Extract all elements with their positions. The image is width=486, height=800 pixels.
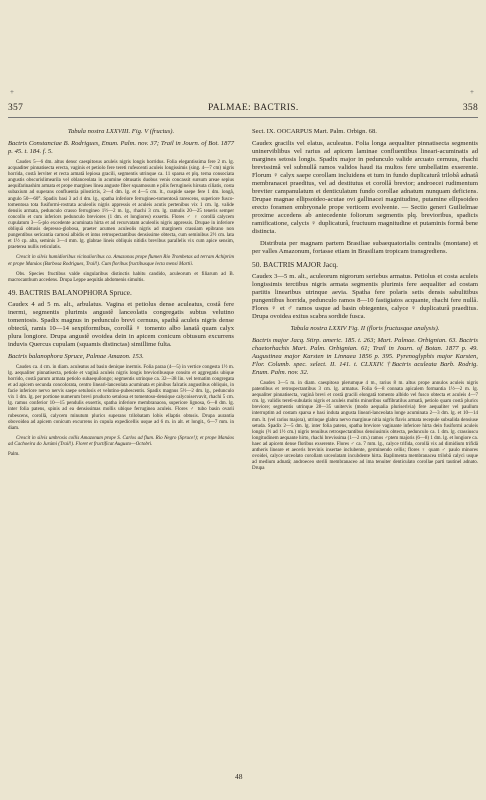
page-header: [8, 103, 478, 117]
left-column: [8, 128, 234, 462]
species-description: Caudex 5—6 dm. altus densc caespitosus aculeis nigris longis horridus. Folia elegantissima fere 2 m. lg. acquaditer pinnatisecta erecta, vaginis et petiolo fere tereti rufescenti aculeis longissimis (sing. 4—7 cm) nigris horrida, costâ lerviter et recta armatâ lepiosa gracili, segmentis utrinque ca. 11 sparsa et plq. terna consociata angustis obscurislimearila vel oblanceolata in acumine obtusatis duobus venis concassit sursum areae sepius aequifarinashim armata et prope margines linea anguste fiber squamosum e pilis ferrugineis hirsuta ciliatis, costa subaxium ad superans confluentia pilostictis, 2—4 dm. lg. et 4—5 cm. lt., cuspide saepe fere 1 dm. longâ, angulo 50—60°. Spadix basi 3 ad 4 dm. lg., spatha inferiore ferrugineo-tomentosâ rarescens, superiore fusco-tomentosa tota fusiformi-rostrata aculeolis nigris appressis et aculeis acutis pertenibus vix 1 cm. lg. valide densiis armata, pedunculo crasso ferrugineo 1½—2 m. lg., rhachi 3 cm. lg. ramulis 20—25 teneris semper concollo et cum inferiors pedunculo breviores (1 dm. et longiores) exsertis. Flores ♂ ♀ corollâ calycem cupulatum 3—5-plo excedente acuminata hirta et ad recurvatam aculeolis nigris appressis. Drupae in inferiore obliquâ obtusis depresso-globosa, praeter acumen aculeolis nigris ad marginem crassiam epibrano non pungentibus sericantia carnosi albidis et intus retrospectantibus densissime obtecta, cum seminibus 2½ cm. lata et 1½ cp. alta, seminis 3—4 mm. lg. glabrae lineis obliquis nitidis brevibus parallelis vix cum apice sensim, praeterea nullis reticulatis.: [8, 160, 234, 251]
synonym-list: Bactris major Jacq. Stirp. americ. 185. t. 263; Mart. Palmae. Orbignian. 63. Bactris chaetorhachis Mart. Palm. Orbignian. 61; Trail in Journ. of Botan. 1877 p. 49. Augustinea major Karsten in Linnaea 1856 p. 395. Pyrenoglyphis major Karsten, Flor. Columb. spec. select. II. 141. t. CLXXIV. †Bactris aculeata Barb. Rodrig. Enum. Palm. nov. 32.: [252, 337, 478, 376]
species-heading: Bactris Constanciae B. Rodrigues, Enum. Palm. nov. 37; Trail in Journ. of Bot. 1877 p. 45. t. 184. f. 5.: [8, 140, 234, 155]
right-column: [252, 128, 478, 476]
crop-mark: +: [470, 88, 474, 96]
running-title: PALMAE: BACTRIS.: [208, 103, 299, 113]
species-49-note: Palm.: [8, 452, 20, 457]
observation-note: Obs. Species fructibus valde singularibus distinctis habitu candido, aculeorum et filiarum ad B. macrocanthum accedens. Drupa Leppe aequitâs abdomenis simultis.: [8, 271, 234, 283]
species-49-habitat: Crescit in silvis umbrosis collis Amazonum prope S. Carlos ad flum. Rio Negro (Spruce!); et prope Manáos ad Cachoeira do Jurúmi (Trail!). Floret et fructificat Augusto—Octobri.: [8, 435, 234, 447]
crop-mark: +: [10, 88, 14, 96]
left-page-number: 357: [8, 103, 24, 113]
header-rule: [8, 117, 478, 118]
folio-number: 48: [235, 772, 243, 781]
habitat-note: Crescit in silvis humidioribus vicinalioribus ca. Amazonas prope flumen Rio Trombetas ad terram Achiprim et prope Manáos (Barbosa Rodrigues, Trail!). Cum floribus fructibusque lecta mensi Martii.: [8, 255, 234, 267]
species-49-heading: 49. BACTRIS BALANOPHORA Spruce.: [8, 287, 132, 297]
species-49-text: Caudex 4 ad 5 m. alt., arbulatus. Vagina et petiolus dense aculeatus, costâ fere inermi, segmentis plurimis angustê lanceolatis congregatis subtus velutino tomentosis. Spadix magnus in pedunculo brevi cernuus, spathâ aculeis nigris dense obtectâ, ramis 10—14 sexpiformibus, corollâ ♀ tomento albo lanatâ quam calyx plura longiore. Drupa angustê ovoidea dein in apicem conicum obtusum excurrens induvis Quercus cupulam (squamis distinctas) simillime fulta.: [8, 300, 234, 348]
section-description: Caudex gracilis vel elatus, aculeatus. Folia longa aequaliter pinnatisecta segmentis uninerviblibus vel rarius ad apicem laminae confluentibus lineari-acuminatis ad margines setosis longis. Spadix major in pedunculo valide arcuato cernuus, rhachi brevissimâ vel subnullâ ramos validos haud ita multos fere umbellatim exserente. Florum ♀ calyx saepe corollam incluidens et tum in fundo duplicaturâ trilobâ adnatâ membranacei praeditus, vel ad destitutus et corollâ brevior; androecei rudimentum breviter campanulatum et denticulatum fundo corollae adnatum nunquam deficiens. Drupae magnae ellipsoideo-acutae ovi gallinacei magnitudine, putamine ellipsoideo erecto foramen embryonale prope verticem evolvente. — Sectio generi Guilielmae proxime accedens ab antecedente foliorum segmentis plq. brevioribus, spadicis ramificatione, calycis ♀ duplicaturâ, fructuum magnitudine et putaminis formâ bene distincta.: [252, 140, 478, 235]
species-50-heading: 50. BACTRIS MAJOR Jacq.: [252, 260, 339, 269]
table-reference-2: Tabula nostra LXXIV Fig. II (floris fructusque analysis).: [290, 325, 440, 332]
species-50-text: Caudex 3—5 m. alt., aculeorum nigrorum seriebus armatus. Petiolus et costa aculeis longissimis terctibus nigris armata segmentis plurimis fere aequaliter ad costam partitis linearibus utrinque aevia. Spatha fere polaris setis densis sabulitibus pungentibus horrida, pedunculo ramos 8—10 fastigiatos acquante, rhachi fere nullâ. Flores ♀ et ♂ ramos usque ad basin obtegentes, calyce ♀ duplicaturâ praeditus. Drupa ovoidea exitus scabra sordide fusca.: [252, 273, 478, 320]
species-50-description: Caudex 3—5 m. in diam. caespitoso plerumque 4 m., rarius 8 m. altus prope annulos aculeis nigris patentibus et retrospectantibus 3 cm. lg. armatus. Folia 6—8 connata apicalem formantia 1½—2 m. lg. aequaliter pinnatisecta, vaginâ brevi et costâ gracili elongatâ tomento albido vel fusco obtecta et aculeis 4—7 cm. lg. validis tereti-subulatis nigris et aculeis multis minoribus suffibratilus armatâ, petiolo quam costâ plurics breviore; segmentis utrinque 28—35 unitervis (modo aequalia pluriserivia) fere aequaliter vel paullum interruptim ad costam sparsa e basi induta angusta lineari-lanceolata longe acuminata 2—3 dm. lg. et 10—14 mm. lt. (vel rarius majora), utrinque glabra nervo marginue nitia nigris flavis armata recepule subsalida densiuse setuda. Spadix 2—5 dm. lg. inter folia patens, spatha breviore vaginante inferiore hirta dein fusiformi aculeis longis (½ ad 1½ cm.) nigris tenuibus retrospectantibus densiusimis obtecta, pedunculo ca. 1 dm. lg. crassiuscu longitudinem aequante hirto, rhachi brevissima (1—2 cm.) ramos ♂ptem majoris (6—8) 1 dm. lg. et longiore ca. haec ad apicem dense floribus exserente. Flores ♂ ca. 7 mm. lg., calyce trifida, corollâ vix ad dimidium trifidâ antheris lineare et aeceris brevinis insertae inclubente, germinendo cellis; flores ♀ quam ♂ paulo minores ovoidei, calyce urceolato corollam urceolatam incubdente hirta. Baplimenta membranacea trilobâ calyci usque ad medium adnatâ; androeceo sterili membranaceo ad ima tenuiter denticulato corollae parti tautinel adnato. Drupa: [252, 381, 478, 472]
species-49-description: Caudex ca. 4 cm. in diam. aculeatus ad basin denique inermis. Folia paraa (4—5) in vertice congesta 1½ m. lg. aequaliter pinnatisecta, petiole et vaginâ aculeis nigris longis brevioribusque consito et aggregatis ubique horrido, costâ parum armata petiolo subaequilongo; segmentis utrinque ca. 32—38 lin. vel ternatim congregata et ad apicem secunda concolorata, centro lineari-lanceolata acuminata et pinibus falcatis angustibus obliquis, in facie inferiore nervo nervis saepe setulosis et velutino-pubescentis. Spadix magnus 5½—2 dm. lg., pedunculo vix 1 dm. lg. per portione numerum brevi pruducto setulosa et tomentoso-densique calycoiservavit, rhachi 5 cm. lg. ramus conferior 10—15 pendulis exsertis, spatha inferiore membranacea, superiore lignosa, 6—8 dm. lg. inter folia patens, spinis ad ea densissimas mollis ubique ferruginea aculeis. Flores ♂ tubo basin ovarii rubescens, corollâ, calycem minutum plurics superans trilobatam lobis ellaptis obtusis. Drupa aurantia obovoidea ad apicem conicum excurrens in cupula expedicellis usque ad 6 m. in alt. et longit., 6—7 mm. in diam.: [8, 364, 234, 431]
section-heading: Sect. IX. OOCARPUS Mart. Palm. Orbign. 68.: [252, 128, 377, 135]
distribution-note: Distributa per magnam partem Brasiliae subaequatorialis centralis (montane) et per valles Amazonum, fortasse etiam in Brasiliam tropicam transgrediens.: [252, 240, 478, 255]
species-49-reference: Bactris balanophora Spruce, Palmae Amazon. 153.: [8, 352, 144, 360]
table-reference: Tabula nostra LXXVIII. Fig. V (fructus).: [67, 128, 175, 135]
right-page-number: 358: [462, 103, 478, 113]
